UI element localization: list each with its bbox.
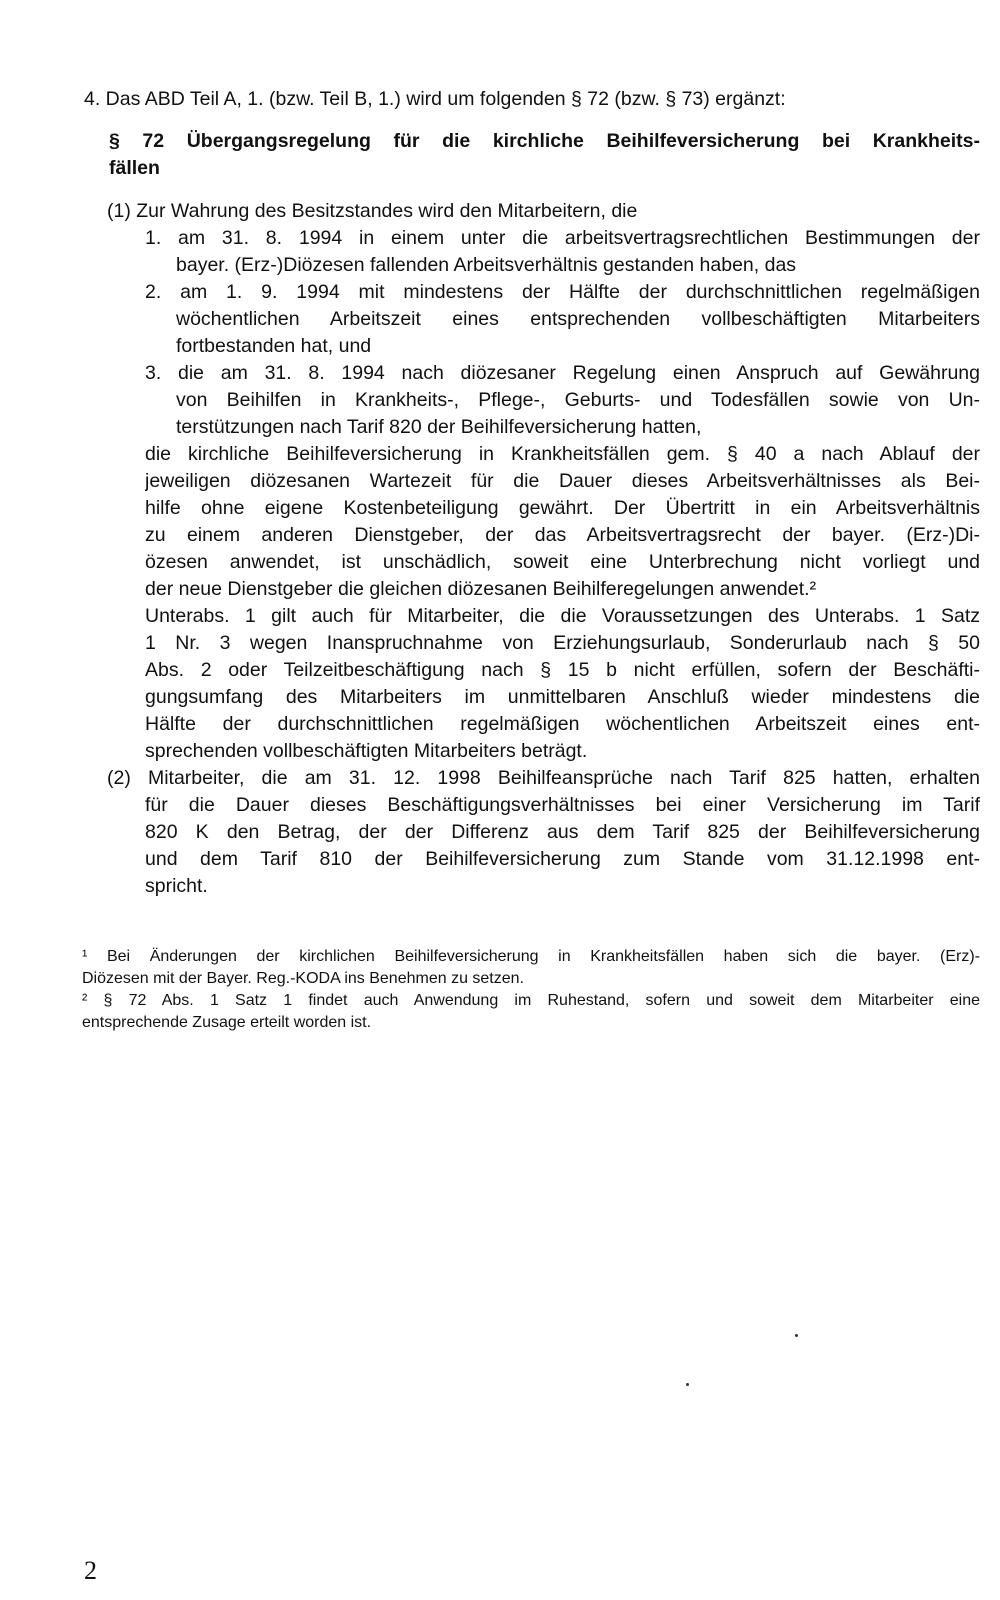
paragraph-1-items — [145, 225, 980, 441]
paragraph-2-line: und dem Tarif 810 der Beihilfeversicherung zum Stande vom 31.12.1998 ent- — [145, 848, 980, 870]
body-line: zu einem anderen Dienstgeber, der das Arbeitsvertragsrecht der bayer. (Erz-)Di- — [145, 524, 980, 546]
paragraph-2 — [107, 765, 980, 900]
paragraph-2-line: spricht. — [145, 875, 208, 897]
paragraph-1-lead-text: (1) Zur Wahrung des Besitzstandes wird den Mitarbeitern, die — [107, 200, 638, 222]
body-line: der neue Dienstgeber die gleichen diözesanen Beihilferegelungen anwendet.² — [145, 578, 817, 600]
item-3-line-1: 3. die am 31. 8. 1994 nach diözesaner Regelung einen Anspruch auf Gewährung — [145, 362, 980, 384]
heading-line-2: fällen — [109, 157, 160, 179]
heading-line-1: § 72 Übergangsregelung für die kirchliche Beihilfeversicherung bei Krankheits- — [109, 130, 980, 152]
intro-text: 4. Das ABD Teil A, 1. (bzw. Teil B, 1.) wird um folgenden § 72 (bzw. § 73) ergänzt: — [84, 88, 786, 110]
item-1-line-2: bayer. (Erz-)Diözesen fallenden Arbeitsverhältnis gestanden haben, das — [176, 254, 797, 276]
item-2-line-2: wöchentlichen Arbeitszeit eines entsprechenden vollbeschäftigten Mitarbeiters — [176, 308, 980, 330]
body-line: Abs. 2 oder Teilzeitbeschäftigung nach § 15 b nicht erfüllen, sofern der Beschäfti- — [145, 659, 980, 681]
scan-speck — [795, 1334, 798, 1337]
body-line: Unterabs. 1 gilt auch für Mitarbeiter, die die Voraussetzungen des Unterabs. 1 Satz — [145, 605, 980, 627]
body-line: die kirchliche Beihilfeversicherung in Krankheitsfällen gem. § 40 a nach Ablauf der — [145, 443, 980, 465]
scan-speck — [686, 1383, 689, 1386]
intro-line — [84, 86, 980, 113]
section-heading — [109, 128, 980, 182]
body-line: jeweiligen diözesanen Wartezeit für die Dauer dieses Arbeitsverhältnisses als Bei- — [145, 470, 980, 492]
body-line: gungsumfang des Mitarbeiters im unmittelbaren Anschluß wieder mindestens die — [145, 686, 980, 708]
paragraph-1-lead — [107, 198, 980, 225]
footnote-2-line-2: entsprechende Zusage erteilt worden ist. — [82, 1014, 372, 1031]
footnotes — [82, 946, 980, 1034]
body-line: Hälfte der durchschnittlichen regelmäßigen wöchentlichen Arbeitszeit eines ent- — [145, 713, 980, 735]
page-number: 2 — [84, 1556, 97, 1585]
paragraph-2-line: 820 K den Betrag, der der Differenz aus dem Tarif 825 der Beihilfeversicherung — [145, 821, 980, 843]
body-line: 1 Nr. 3 wegen Inanspruchnahme von Erziehungsurlaub, Sonderurlaub nach § 50 — [145, 632, 980, 654]
body-line: hilfe ohne eigene Kostenbeteiligung gewährt. Der Übertritt in ein Arbeitsverhältnis — [145, 497, 980, 519]
footnote-2-line-1: ² § 72 Abs. 1 Satz 1 findet auch Anwendung im Ruhestand, sofern und soweit dem Mitarbeiter eine — [82, 992, 980, 1009]
item-3-line-2: von Beihilfen in Krankheits-, Pflege-, Geburts- und Todesfällen sowie von Un- — [176, 389, 980, 411]
footnote-1-line-1: ¹ Bei Änderungen der kirchlichen Beihilfeversicherung in Krankheitsfällen haben sich die bayer. (Erz)- — [82, 948, 980, 965]
item-1-line-1: 1. am 31. 8. 1994 in einem unter die arbeitsvertragsrechtlichen Bestimmungen der — [145, 227, 980, 249]
paragraph-2-line: für die Dauer dieses Beschäftigungsverhältnisses bei einer Versicherung im Tarif — [145, 794, 980, 816]
body-line: özesen anwendet, ist unschädlich, soweit eine Unterbrechung nicht vorliegt und — [145, 551, 980, 573]
item-2-line-1: 2. am 1. 9. 1994 mit mindestens der Hälfte der durchschnittlichen regelmäßigen — [145, 281, 980, 303]
footnote-1-line-2: Diözesen mit der Bayer. Reg.-KODA ins Benehmen zu setzen. — [82, 970, 524, 987]
item-2-line-3: fortbestanden hat, und — [176, 335, 372, 357]
paragraph-2-line: (2) Mitarbeiter, die am 31. 12. 1998 Beihilfeansprüche nach Tarif 825 hatten, erhalten — [107, 767, 980, 789]
item-3-line-3: terstützungen nach Tarif 820 der Beihilfeversicherung hatten, — [176, 416, 702, 438]
body-line: sprechenden vollbeschäftigten Mitarbeiters beträgt. — [145, 740, 588, 762]
paragraph-1-body — [145, 441, 980, 765]
